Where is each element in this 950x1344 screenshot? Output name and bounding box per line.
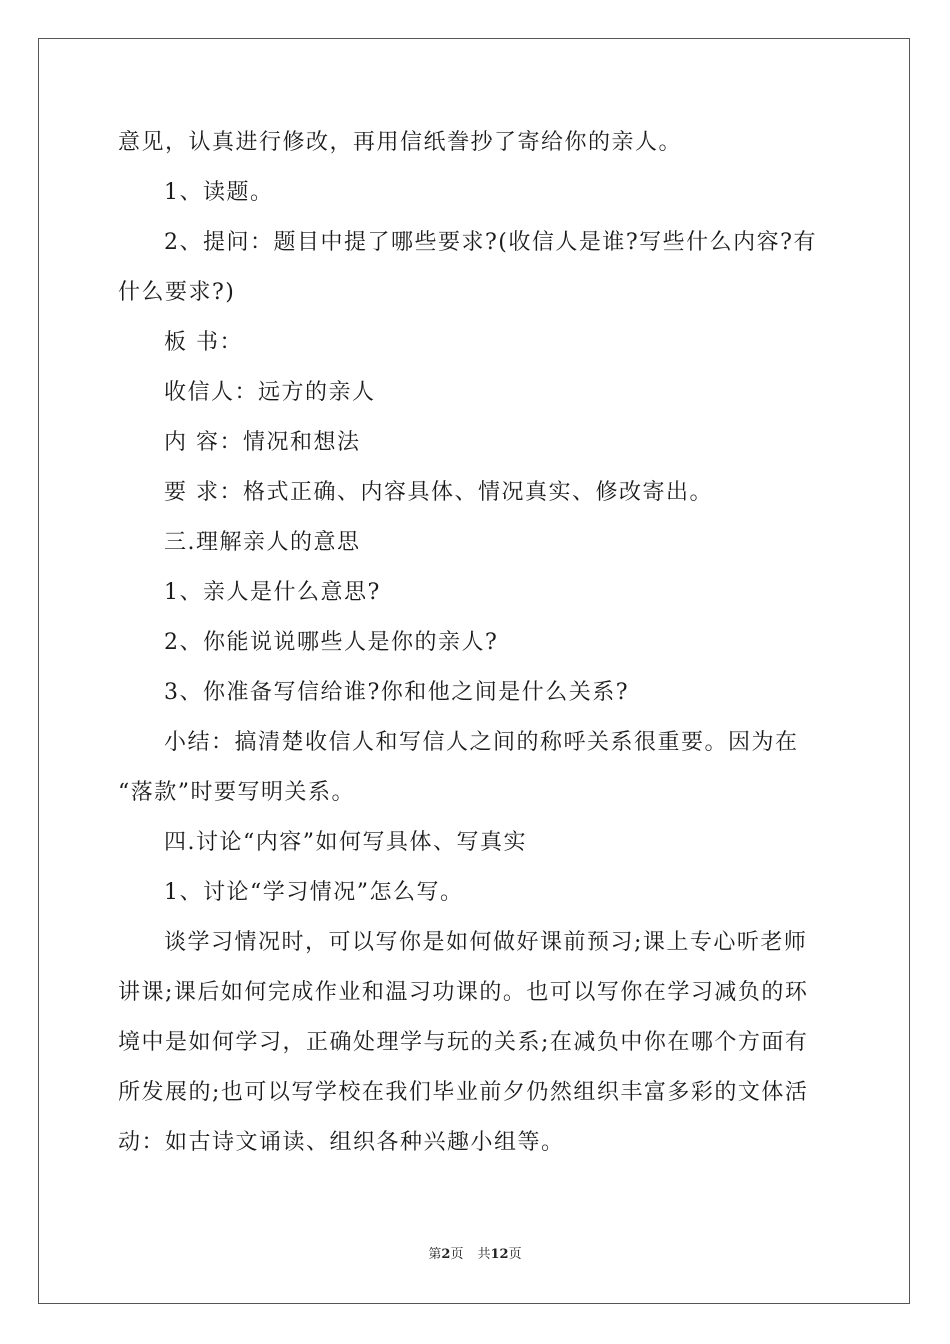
- paragraph-line: 2、你能说说哪些人是你的亲人?: [164, 630, 499, 655]
- paragraph-line: 所发展的;也可以写学校在我们毕业前夕仍然组织丰富多彩的文体活: [118, 1080, 809, 1105]
- page-number: 2: [441, 1247, 451, 1262]
- paragraph-line: 小结：搞清楚收信人和写信人之间的称呼关系很重要。因为在: [164, 730, 799, 755]
- paragraph-line: 1、亲人是什么意思?: [164, 580, 381, 605]
- paragraph-line: 要 求：格式正确、内容具体、情况真实、修改寄出。: [164, 480, 713, 505]
- paragraph-line: “落款”时要写明关系。: [118, 780, 355, 805]
- section-heading: 四.讨论“内容”如何写具体、写真实: [164, 830, 527, 855]
- paragraph-line: 讲课;课后如何完成作业和温习功课的。也可以写你在学习减负的环: [118, 980, 809, 1005]
- paragraph-line: 2、提问：题目中提了哪些要求?(收信人是谁?写些什么内容?有: [164, 230, 817, 255]
- paragraph-line: 1、讨论“学习情况”怎么写。: [164, 880, 464, 905]
- paragraph-line: 3、你准备写信给谁?你和他之间是什么关系?: [164, 680, 630, 705]
- paragraph-line: 境中是如何学习，正确处理学与玩的关系;在减负中你在哪个方面有: [118, 1030, 809, 1055]
- page-suffix: 页: [450, 1247, 464, 1262]
- total-prefix: 共: [477, 1247, 491, 1262]
- paragraph-line: 内 容：情况和想法: [164, 430, 361, 455]
- paragraph-line: 1、读题。: [164, 180, 274, 205]
- paragraph-line: 谈学习情况时，可以写你是如何做好课前预习;课上专心听老师: [164, 930, 808, 955]
- page-prefix: 第: [428, 1247, 442, 1262]
- paragraph-line: 动：如古诗文诵读、组织各种兴趣小组等。: [118, 1130, 565, 1155]
- page-footer: [0, 1246, 950, 1264]
- paragraph-line: 板 书：: [164, 330, 243, 355]
- total-suffix: 页: [508, 1247, 522, 1262]
- total-pages: 12: [490, 1247, 509, 1262]
- section-heading: 三.理解亲人的意思: [164, 530, 361, 555]
- paragraph-line: 什么要求?): [118, 280, 236, 305]
- paragraph-line: 收信人：远方的亲人: [164, 380, 376, 405]
- paragraph-line: 意见，认真进行修改，再用信纸誊抄了寄给你的亲人。: [118, 130, 683, 155]
